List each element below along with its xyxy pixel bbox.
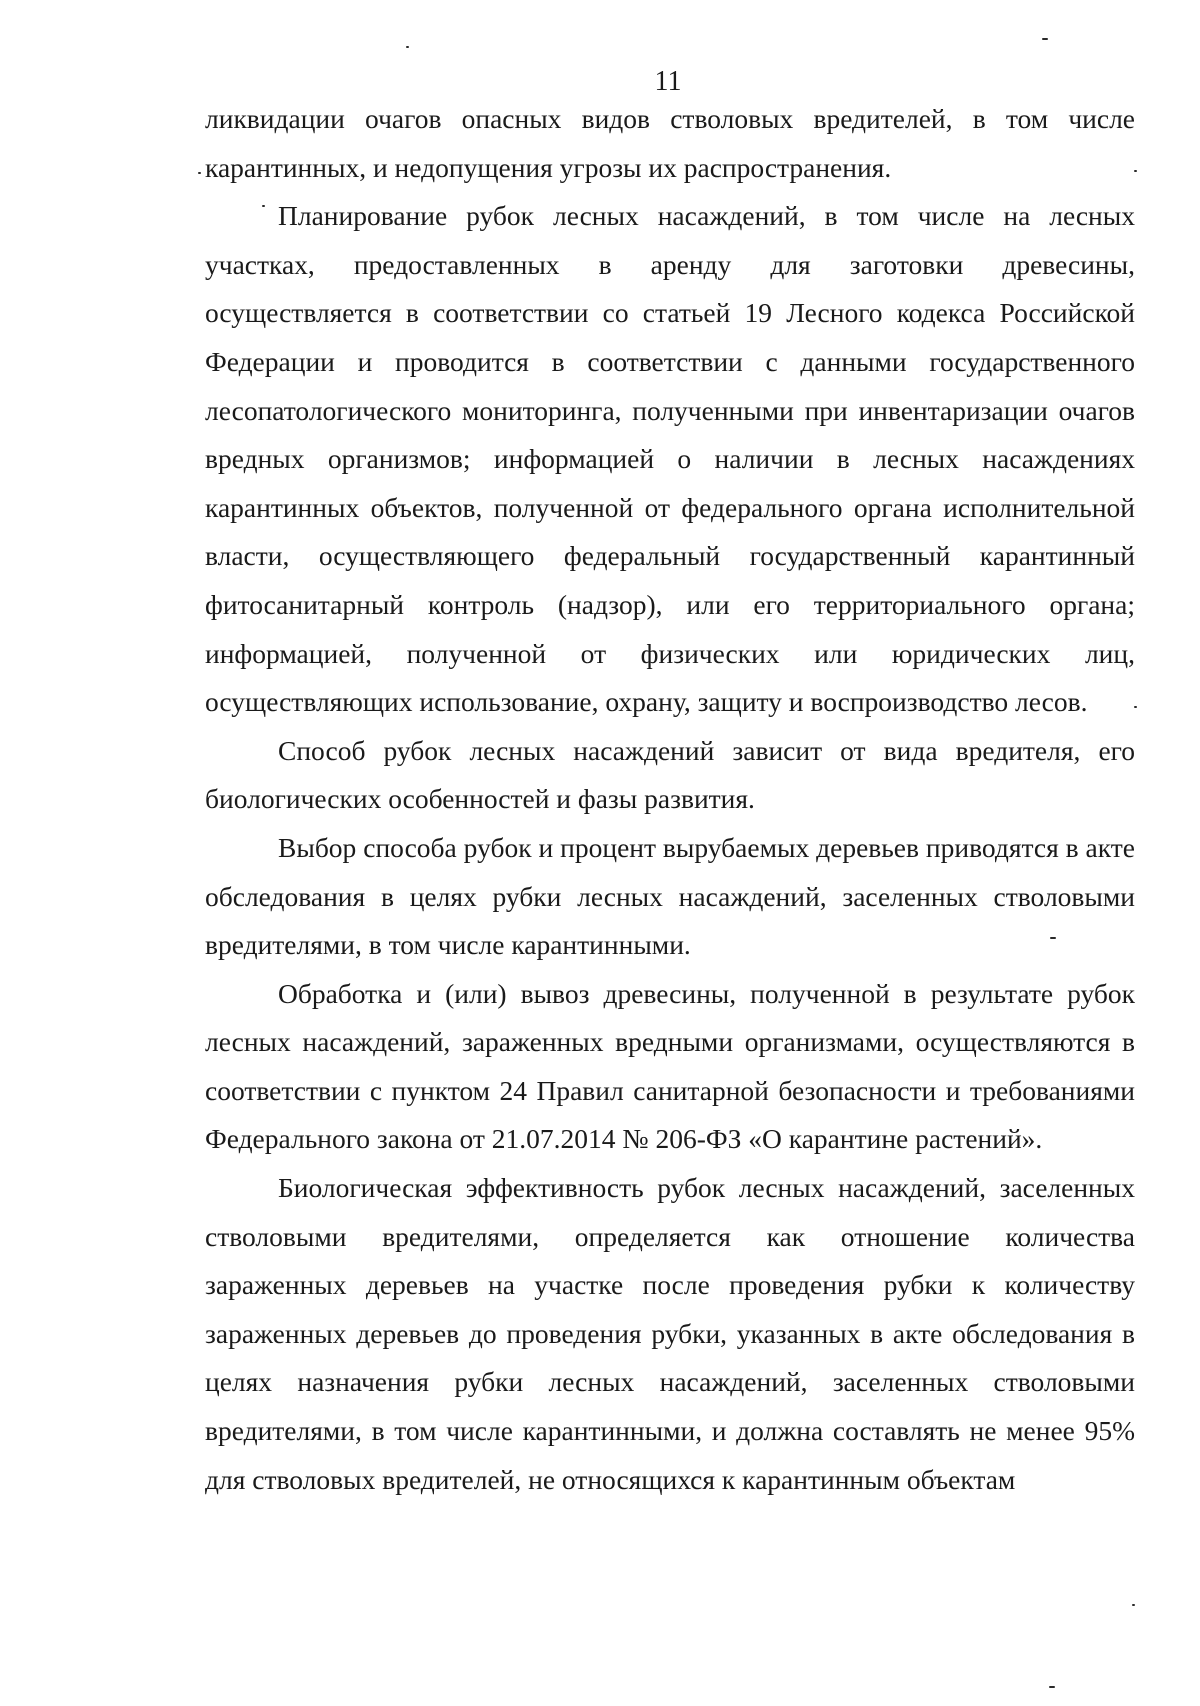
paragraph-2: Планирование рубок лесных насаждений, в том числе на лесных участках, предоставленных в аренду для заготовки древесины, осуществляется в соответствии со статьей 19 Лесного кодекса Российской Федерации и проводится в соответствии с данными государственного лесопатологического мониторинга, полученными при инвентаризации очагов вредных организмов; информацией о наличии в лесных насаждениях карантинных объектов, полученной от федерального органа исполнительной власти, осуществляющего федеральный государственный карантинный фитосанитарный контроль (надзор), или его территориального органа; информацией, полученной от физических или юридических лиц, осуществляющих использование, охрану, защиту и воспроизводство лесов. [205, 200, 1135, 718]
scan-speck [1042, 38, 1048, 40]
document-body [205, 95, 1135, 1504]
scan-speck [1050, 937, 1056, 939]
paragraph-3: Способ рубок лесных насаждений зависит от вида вредителя, его биологических особенностей и фазы развития. [205, 734, 1135, 815]
scan-speck [1049, 1686, 1055, 1688]
scan-speck [1134, 706, 1137, 708]
paragraph-6: Биологическая эффективность рубок лесных насаждений, заселенных стволовыми вредителями, определяется как отношение количества зараженных деревьев на участке после проведения рубки к количеству зараженных деревьев до проведения рубки, указанных в акте обследования в целях назначения рубки лесных насаждений, заселенных стволовыми вредителями, в том числе карантинными, и должна составлять не менее 95% для стволовых вредителей, не относящихся к карантинным объектам [205, 1172, 1135, 1495]
paragraph-4: Выбор способа рубок и процент вырубаемых деревьев приводятся в акте обследования в целях рубки лесных насаждений, заселенных стволовыми вредителями, в том числе карантинными. [205, 831, 1135, 961]
scan-speck [406, 46, 409, 48]
scan-speck [198, 172, 201, 174]
scan-speck [1134, 170, 1137, 172]
paragraph-1: ликвидации очагов опасных видов стволовых вредителей, в том числе карантинных, и недопущения угрозы их распространения. [205, 103, 1135, 183]
scan-speck [262, 205, 265, 207]
page-number: 11 [654, 66, 682, 97]
paragraph-5: Обработка и (или) вывоз древесины, полученной в результате рубок лесных насаждений, зараженных вредными организмами, осуществляются в соответствии с пунктом 24 Правил санитарной безопасности и требованиями Федерального закона от 21.07.2014 № 206-ФЗ «О карантине растений». [205, 977, 1135, 1155]
scan-speck [1132, 1604, 1135, 1606]
